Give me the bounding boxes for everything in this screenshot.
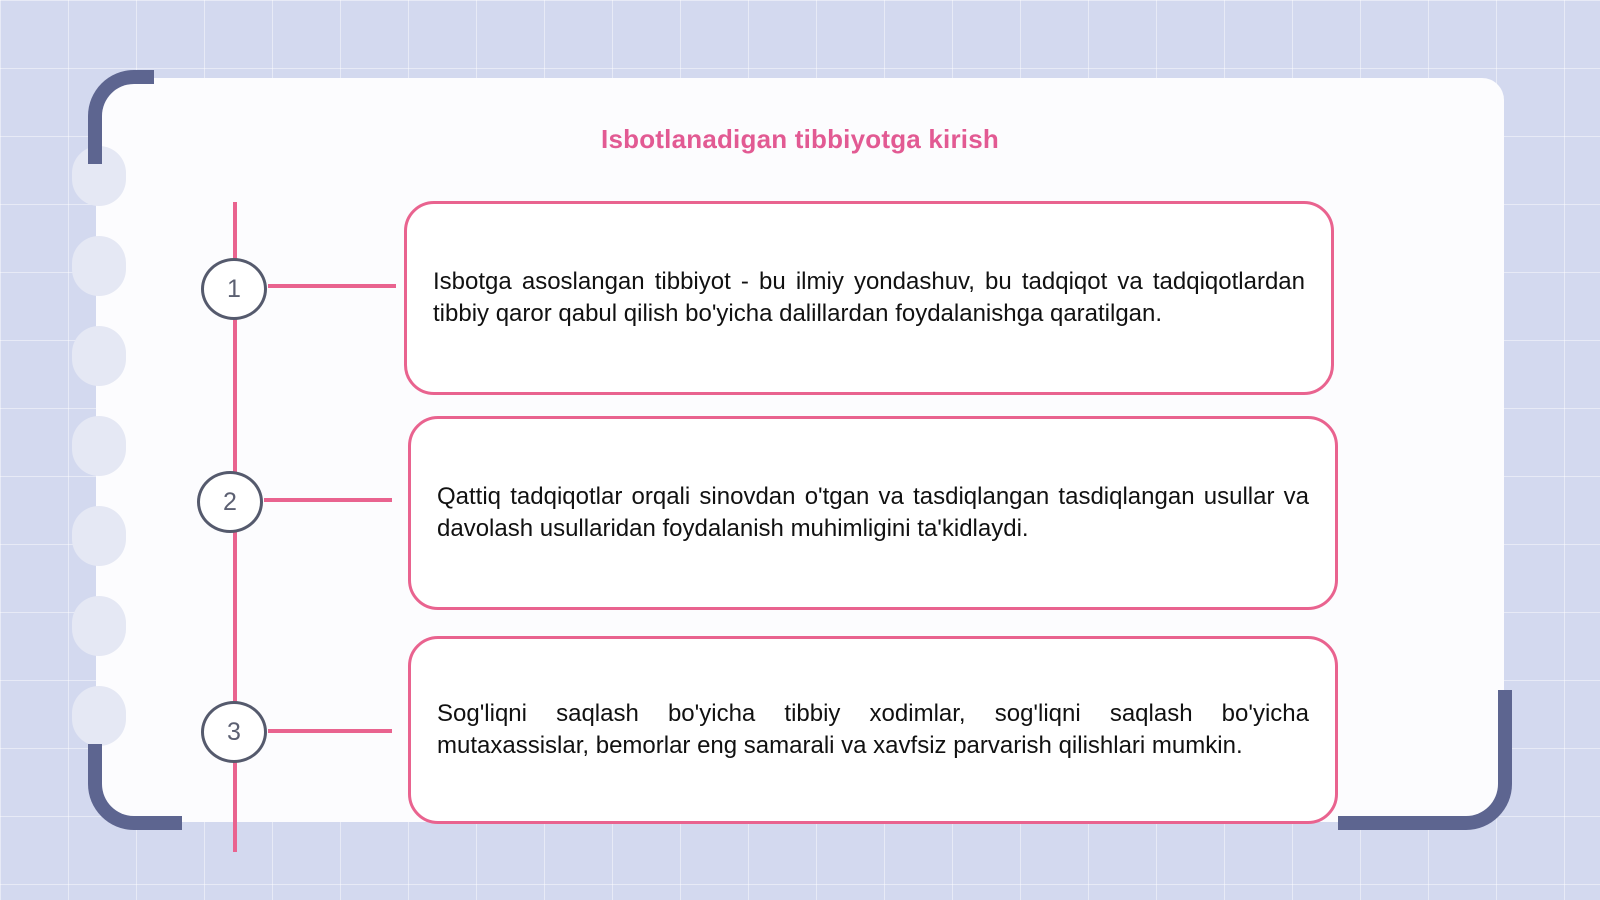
step-number-1: 1	[201, 258, 267, 320]
step-text-2: Qattiq tadqiqotlar orqali sinovdan o'tgan va tasdiqlangan tasdiqlangan usullar va davolash usullaridan foydalanish muhimligini ta'kidlaydi.	[437, 483, 1309, 542]
step-number-3: 3	[201, 701, 267, 763]
step-text-3: Sog'liqni saqlash bo'yicha tibbiy xodimlar, sog'liqni saqlash bo'yicha mutaxassislar, bemorlar eng samarali va xavfsiz parvarish qilishlari mumkin.	[437, 700, 1309, 759]
timeline-connector-2	[264, 498, 392, 502]
paper-edge-bump	[72, 416, 126, 476]
step-text-1: Isbotga asoslangan tibbiyot - bu ilmiy yondashuv, bu tadqiqot va tadqiqotlardan tibbiy qaror qabul qilish bo'yicha dalillardan foydalanishga qaratilgan.	[433, 268, 1305, 327]
step-card-3	[408, 636, 1338, 824]
step-number-2: 2	[197, 471, 263, 533]
paper-edge-bump	[72, 596, 126, 656]
paper-edge-bump	[72, 326, 126, 386]
paper-edge-bump	[72, 506, 126, 566]
corner-bracket-bottom-right	[1338, 690, 1512, 830]
paper-edge-bump	[72, 686, 126, 746]
timeline-connector-1	[268, 284, 396, 288]
slide-title: Isbotlanadigan tibbiyotga kirish	[601, 124, 999, 154]
corner-bracket-bottom-left	[88, 744, 182, 830]
step-card-2	[408, 416, 1338, 610]
paper-edge-bump	[72, 236, 126, 296]
step-card-1	[404, 201, 1334, 395]
timeline-connector-3	[268, 729, 392, 733]
